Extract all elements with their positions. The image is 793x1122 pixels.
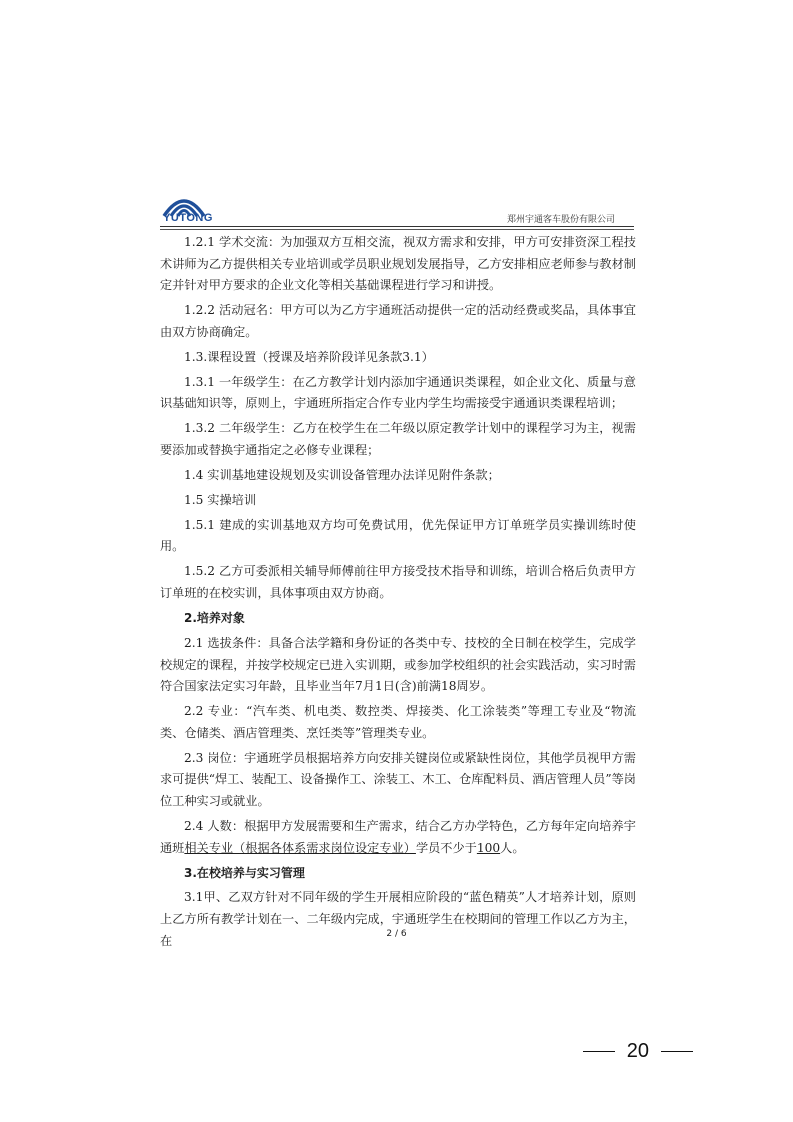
paragraph-headcount bbox=[160, 816, 636, 859]
section-heading: 2.培养对象 bbox=[184, 611, 245, 626]
paragraph: 1.4 实训基地建设规划及实训设备管理办法详见附件条款； bbox=[184, 467, 500, 482]
company-name: 郑州宇通客车股份有限公司 bbox=[506, 215, 615, 225]
dash-left bbox=[583, 1051, 615, 1052]
paragraph: 1.5.2 乙方可委派相关辅导师傅前往甲方接受技术指导和训练，培训合格后负责甲方订单班的在校实训，具体事项由双方协商。 bbox=[160, 564, 636, 601]
paragraph: 2.3 岗位：宇通班学员根据培养方向安排关键岗位或紧缺性岗位，其他学员视甲方需求可提供“焊工、装配工、设备操作工、涂装工、木工、仓库配料员、酒店管理人员”等岗位工种实习或就业。 bbox=[160, 750, 636, 808]
paragraph: 1.5 实操培训 bbox=[184, 492, 257, 507]
header-divider bbox=[160, 226, 634, 227]
paragraph: 1.2.2 活动冠名：甲方可以为乙方宇通班活动提供一定的活动经费或奖品，具体事宜由双方协商确定。 bbox=[160, 303, 636, 339]
underlined-text: 相关专业（根据各体系需求岗位设定专业） bbox=[184, 840, 416, 855]
paragraph: 1.5.1 建成的实训基地双方均可免费试用，优先保证甲方订单班学员实操训练时使用。 bbox=[160, 517, 636, 554]
header-divider-thin bbox=[160, 229, 634, 230]
paragraph: 1.3.课程设置（授课及培养阶段详见条款3.1） bbox=[184, 349, 434, 364]
paragraph: 1.2.1 学术交流：为加强双方互相交流，视双方需求和安排，甲方可安排资深工程技术讲师为乙方提供相关专业培训或学员职业规划发展指导，乙方安排相应老师参与教材制定并针对甲方要求的企业文化等相关基础课程进行学习和讲授。 bbox=[160, 235, 636, 293]
text-span: 学员不少于 bbox=[415, 840, 477, 855]
document-body bbox=[160, 232, 636, 956]
paragraph: 2.1 选拔条件：具备合法学籍和身份证的各类中专、技校的全日制在校学生，完成学校规定的课程，并按学校规定已进入实训期，或参加学校组织的社会实践活动，实习时需符合国家法定实习年龄，且毕业当年7月1日(含)前满18周岁。 bbox=[160, 636, 636, 694]
logo-text: YUTONG bbox=[163, 212, 213, 224]
paragraph: 3.1甲、乙双方针对不同年级的学生开展相应阶段的“蓝色精英”人才培养计划，原则上乙方所有教学计划在一、二年级内完成，宇通班学生在校期间的管理工作以乙方为主，在 bbox=[160, 890, 636, 948]
page-number-text: 20 bbox=[626, 1040, 649, 1062]
paragraph: 1.3.1 一年级学生：在乙方教学计划内添加宇通通识类课程，如企业文化、质量与意识基础知识等，原则上，宇通班所指定合作专业内学生均需接受宇通通识类课程培训； bbox=[160, 374, 636, 411]
paragraph: 2.2 专业：“汽车类、机电类、数控类、焊接类、化工涂装类”等理工专业及“物流类、仓储类、酒店管理类、烹饪类等”管理类专业。 bbox=[160, 704, 636, 740]
text-span: 人。 bbox=[500, 840, 525, 855]
booklet-page-number bbox=[583, 1040, 693, 1063]
underlined-number: 100 bbox=[476, 840, 501, 855]
paragraph: 1.3.2 二年级学生：乙方在校学生在二年级以原定教学计划中的课程学习为主，视需要添加或替换宇通指定之必修专业课程； bbox=[160, 421, 636, 457]
dash-right bbox=[661, 1051, 693, 1052]
text-span: 2.4 人数：根据甲方发展需要和生产需求，结合乙方办学特色，乙方每年定向培养宇通班 bbox=[160, 818, 636, 855]
page-indicator: 2 / 6 bbox=[386, 929, 407, 939]
section-heading: 3.在校培养与实习管理 bbox=[184, 865, 305, 880]
